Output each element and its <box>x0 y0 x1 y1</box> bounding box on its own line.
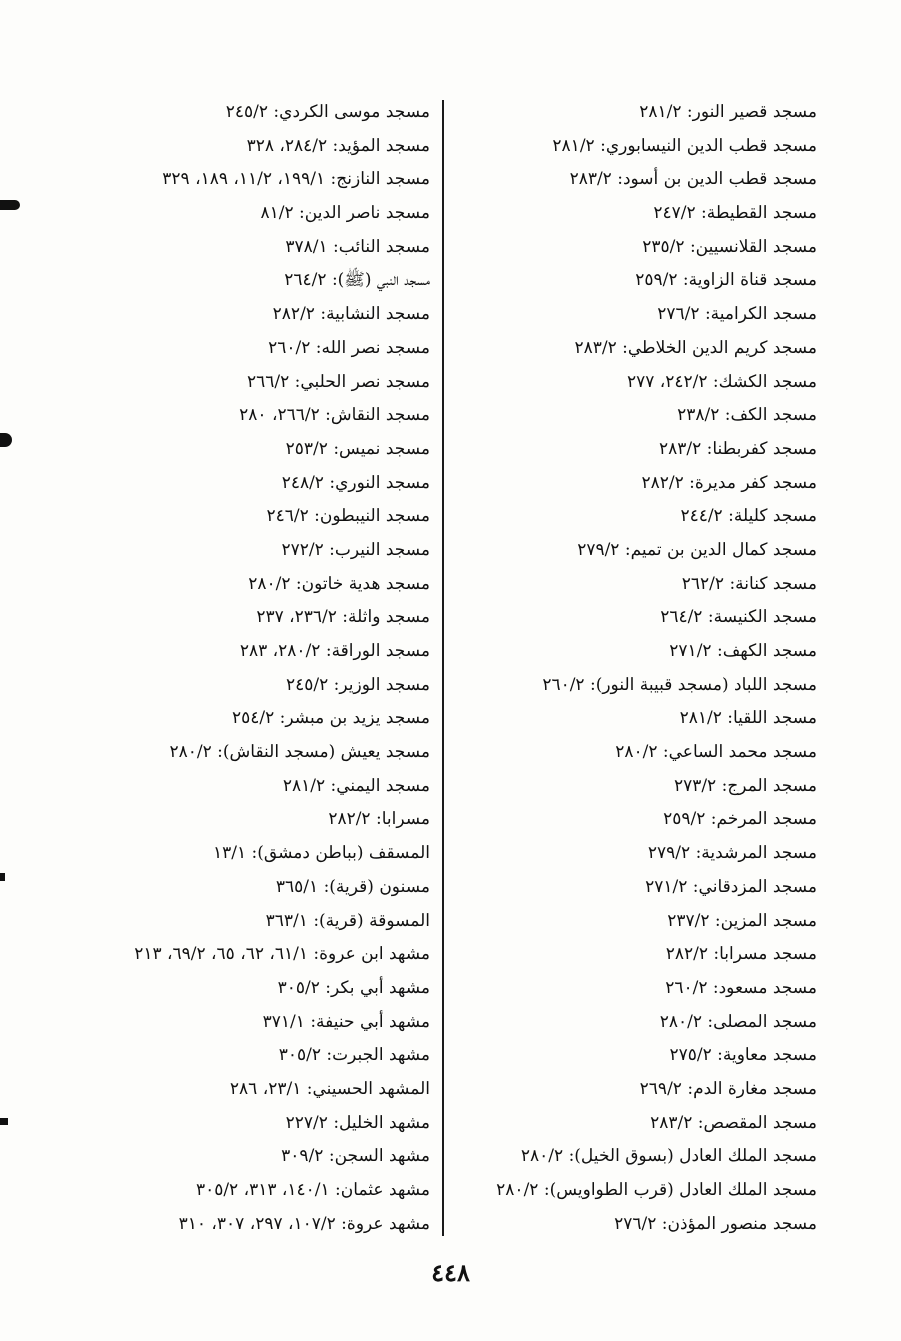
index-entry: مسجد اللقيا: ٢٨١/٢ <box>679 708 817 729</box>
index-entry: مسجد هدية خاتون: ٢٨٠/٢ <box>248 573 430 594</box>
page-number: ٤٤٨ <box>431 1258 470 1287</box>
index-entry: مسجد الملك العادل (قرب الطواويس): ٢٨٠/٢ <box>496 1180 817 1200</box>
index-entry: مسجد المؤيد: ٢٨٤/٢، ٣٢٨ <box>246 135 430 156</box>
margin-mark <box>0 433 12 447</box>
index-entry: مسجد منصور المؤذن: ٢٧٦/٢ <box>614 1213 817 1234</box>
index-entry: مسجد كفر مديرة: ٢٨٢/٢ <box>641 472 817 493</box>
index-entry: مشهد عروة: ١٠٧/٢، ٢٩٧، ٣٠٧، ٣١٠ <box>178 1213 430 1234</box>
index-entry: مسجد نميس: ٢٥٣/٢ <box>285 438 430 459</box>
index-entry: مسرابا: ٢٨٢/٢ <box>328 809 430 830</box>
index-entry: مسجد النيبطون: ٢٤٦/٢ <box>266 506 430 527</box>
index-entry: مشهد ابن عروة: ٦١/١، ٦٢، ٦٥، ٦٩/٢، ٢١٣ <box>134 944 430 965</box>
index-entry: مسجد يزيد بن مبشر: ٢٥٤/٢ <box>232 708 430 729</box>
index-entry: مسجد النبي (ﷺ): ٢٦٤/٢ <box>284 270 430 291</box>
index-entry: مسجد نصر الله: ٢٦٠/٢ <box>268 337 430 358</box>
index-entry: مسجد النازنج: ١٩٩/١، ١١/٢، ١٨٩، ٣٢٩ <box>162 169 430 190</box>
index-entry: مشهد أبي حنيفة: ٣٧١/١ <box>262 1011 430 1032</box>
index-entry: مسجد المزين: ٢٣٧/٢ <box>667 910 817 931</box>
index-entry: مسجد الكشك: ٢٤٢/٢، ٢٧٧ <box>626 371 817 392</box>
index-entry: المسوقة (قرية): ٣٦٣/١ <box>265 910 430 931</box>
index-entry: مشهد السجن: ٣٠٩/٢ <box>281 1146 430 1167</box>
index-entry: مسجد النشابية: ٢٨٢/٢ <box>272 304 430 325</box>
index-entry: مسجد الوزير: ٢٤٥/٢ <box>286 674 430 695</box>
index-entry: مسجد كريم الدين الخلاطي: ٢٨٣/٢ <box>574 337 817 358</box>
index-entry: مسجد محمد الساعي: ٢٨٠/٢ <box>615 742 817 763</box>
index-entry: مسجد قصير النور: ٢٨١/٢ <box>639 102 817 122</box>
index-entry: مسجد الكرامية: ٢٧٦/٢ <box>657 304 817 325</box>
margin-mark <box>0 200 20 210</box>
index-entry: مسجد المرشدية: ٢٧٩/٢ <box>647 843 817 864</box>
index-entry: مسجد موسى الكردي: ٢٤٥/٢ <box>225 102 430 122</box>
index-entry: مسجد ناصر الدين: ٨١/٢ <box>260 203 430 224</box>
index-entry: مسجد الكنيسة: ٢٦٤/٢ <box>660 607 817 628</box>
index-entry: مسجد مغارة الدم: ٢٦٩/٢ <box>639 1078 817 1099</box>
index-entry: مسجد النوري: ٢٤٨/٢ <box>281 472 430 493</box>
index-entry: مسجد المزدقاني: ٢٧١/٢ <box>645 876 817 897</box>
index-entry: مسجد كمال الدين بن تميم: ٢٧٩/٢ <box>577 539 817 560</box>
margin-mark <box>0 873 5 881</box>
index-entry: مسجد الكهف: ٢٧١/٢ <box>669 641 817 661</box>
margin-mark <box>0 1118 8 1125</box>
index-entry: مسجد واثلة: ٢٣٦/٢، ٢٣٧ <box>256 607 430 628</box>
index-entry: مشهد الجبرت: ٣٠٥/٢ <box>278 1045 430 1066</box>
index-entry: مسجد معاوية: ٢٧٥/٢ <box>669 1045 817 1066</box>
index-entry: مشهد عثمان: ١٤٠/١، ٣١٣، ٣٠٥/٢ <box>195 1180 430 1200</box>
index-entry: مسجد المقصص: ٢٨٣/٢ <box>650 1112 817 1133</box>
index-entry: مسجد المرخم: ٢٥٩/٢ <box>663 809 817 830</box>
index-entry: مسنون (قرية): ٣٦٥/١ <box>275 876 430 897</box>
index-entry: مشهد الخليل: ٢٢٧/٢ <box>285 1112 430 1133</box>
index-entry: مسجد كنانة: ٢٦٢/٢ <box>681 573 817 594</box>
index-entry: المسقف (بباطن دمشق): ١٣/١ <box>213 843 430 864</box>
index-entry: مسجد قطب الدين بن أسود: ٢٨٣/٢ <box>569 169 817 190</box>
index-entry: مسجد النيرب: ٢٧٢/٢ <box>281 539 430 560</box>
index-entry: مسجد قناة الزاوية: ٢٥٩/٢ <box>635 270 817 291</box>
index-entry: مسجد المرج: ٢٧٣/٢ <box>673 775 817 796</box>
index-entry: مسجد النائب: ٣٧٨/١ <box>285 236 430 257</box>
index-entry: مسجد اللباد (مسجد قبيبة النور): ٢٦٠/٢ <box>542 674 817 695</box>
index-entry: مسجد كليلة: ٢٤٤/٢ <box>680 506 817 527</box>
index-entry: مسجد القلانسيين: ٢٣٥/٢ <box>642 236 817 257</box>
index-entry: مسجد المصلى: ٢٨٠/٢ <box>659 1011 817 1032</box>
index-entry: مسجد مسرابا: ٢٨٢/٢ <box>665 944 817 965</box>
index-entry: المشهد الحسيني: ٢٣/١، ٢٨٦ <box>229 1078 430 1099</box>
index-entry: مسجد الملك العادل (بسوق الخيل): ٢٨٠/٢ <box>520 1146 817 1167</box>
index-entry: مسجد نصر الحلبي: ٢٦٦/٢ <box>246 371 430 392</box>
index-entry: مسجد الوراقة: ٢٨٠/٢، ٢٨٣ <box>239 641 430 661</box>
index-entry: مسجد يعيش (مسجد النقاش): ٢٨٠/٢ <box>169 742 430 763</box>
index-entry: مسجد الكف: ٢٣٨/٢ <box>677 405 817 426</box>
index-entry: مسجد قطب الدين النيسابوري: ٢٨١/٢ <box>552 135 817 156</box>
index-entry: مسجد كفربطنا: ٢٨٣/٢ <box>658 438 817 459</box>
index-entry: مسجد النقاش: ٢٦٦/٢، ٢٨٠ <box>239 405 430 426</box>
index-entry: مسجد اليمني: ٢٨١/٢ <box>282 775 430 796</box>
index-entry: مسجد القطيطة: ٢٤٧/٢ <box>653 203 817 224</box>
index-column-right <box>455 96 817 1241</box>
index-entry: مشهد أبي بكر: ٣٠٥/٢ <box>277 977 430 998</box>
index-column-left <box>40 96 430 1241</box>
index-entry: مسجد مسعود: ٢٦٠/٢ <box>665 977 817 998</box>
column-divider <box>442 100 444 1236</box>
